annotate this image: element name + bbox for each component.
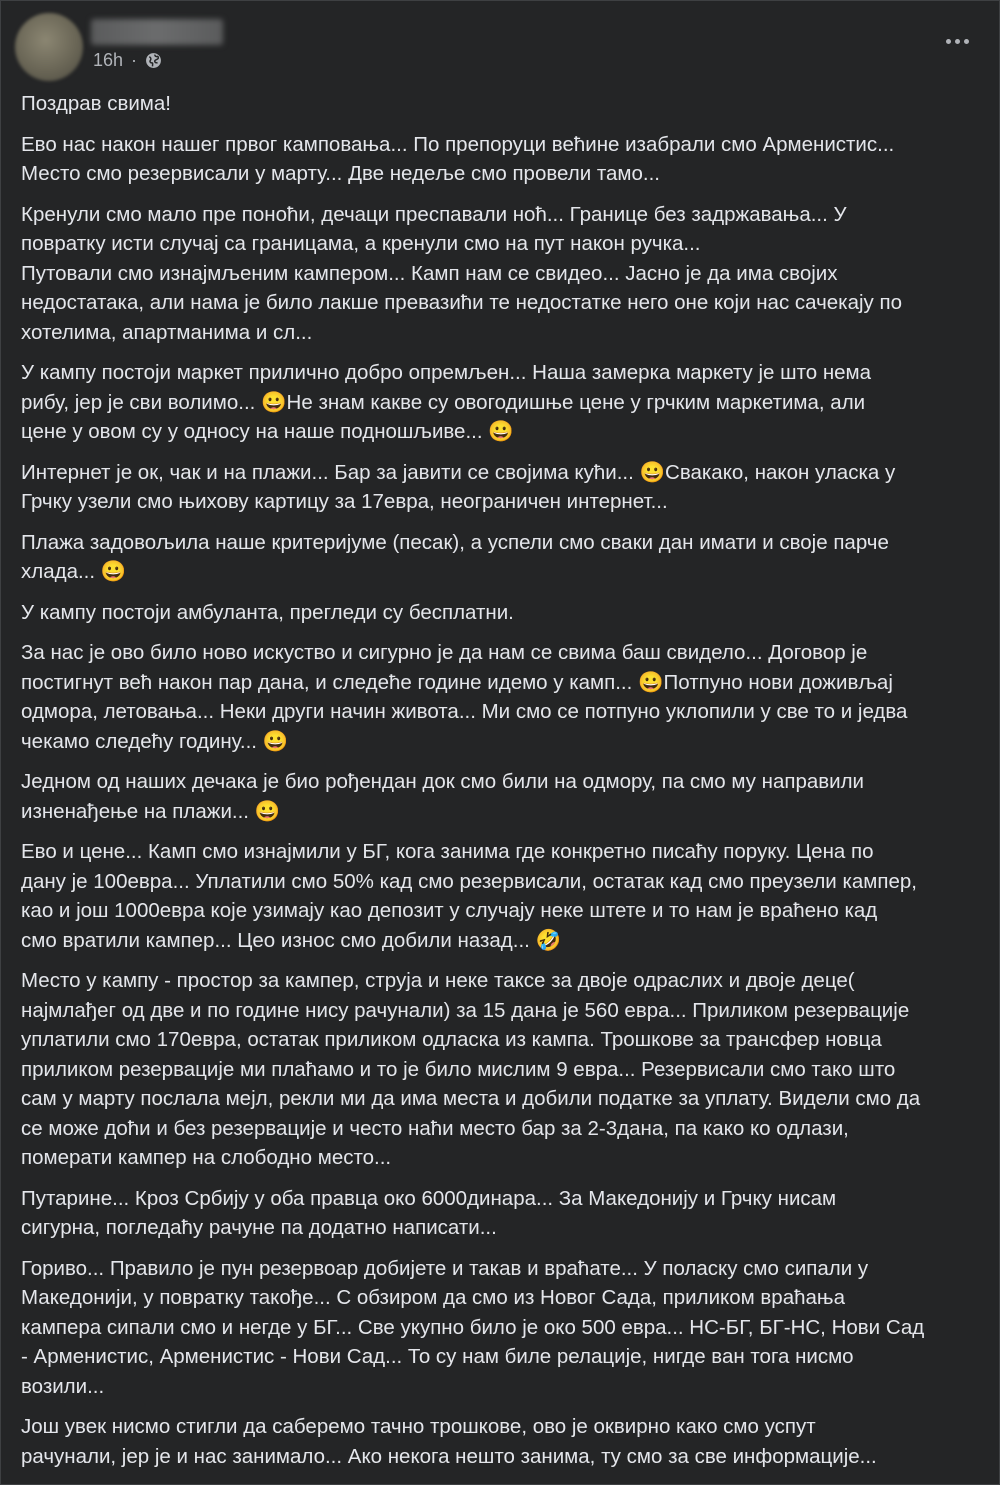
more-horizontal-icon <box>946 39 969 44</box>
post-body <box>21 89 981 1482</box>
post-paragraph: Плажа задовољила наше критеријуме (песак), а успели смо сваки дан имати и своје парче хлада... 😀 <box>21 530 889 583</box>
post-paragraph: Место у кампу - простор за кампер, струја и неке таксе за двоје одраслих и двоје деце( најмлађег од две и по године нису рачунали) за 15 дана је 560 евра... Приликом резервације уплатили смо 170евра, остатак приликом одласка из кампа. Трошкове за трансфер новца приликом резервације ми плаћамо и то је било мислим 9 евра... Резервисали смо тако што сам у марту послала мејл, рекли ми да има места и добили податке за уплату. Видели смо да се може доћи и без резервације и често наћи место бар за 2-3дана, па како ко одлази, померати кампер на слободно место... <box>21 969 921 1169</box>
more-options-button[interactable] <box>937 27 977 55</box>
post-paragraph: Поздрав свима! <box>21 92 171 115</box>
post-paragraph: Ево нас након нашег првог камповања... По препоруци већине изабрали смо Арменистис... Место смо резервисали у марту... Две недеље смо провели тамо... <box>21 132 895 185</box>
post-paragraph: Ево и цене... Камп смо изнајмили у БГ, кога занима где конкретно писаћу поруку. Цена по дану је 100евра... Уплатили смо 50% кад смо резервисали, остатак кад смо преузели кампер, као и још 1000евра које узимају као депозит у случају неке штете и то нам је враћено кад смо вратили кампер... Цео износ смо добили назад... 🤣 <box>21 840 917 952</box>
post-paragraph: Путарине... Кроз Србију у оба правца око 6000динара... За Македонију и Грчку нисам сигурна, погледаћу рачуне па додатно написати... <box>21 1186 837 1239</box>
post-paragraph: Кренули смо мало пре поноћи, дечаци преспавали ноћ... Границе без задржавања... У повратку исти случај са границама, а кренули смо на пут након ручка... Путовали смо изнајмљеним кампером... Камп нам се свидео... Јасно је да има својих недостатака, али нама је било лакше превазићи те недостатке него оне који нас сачекају по хотелима, апартманима и сл... <box>21 202 902 344</box>
avatar[interactable] <box>15 13 83 81</box>
post-paragraph: У кампу постоји амбуланта, прегледи су бесплатни. <box>21 600 514 624</box>
post-meta <box>93 50 162 71</box>
timestamp[interactable]: 16h <box>93 50 124 70</box>
post-header <box>15 13 985 83</box>
post-paragraph: Интернет је ок, чак и на плажи... Бар за јавити се својима кући... 😀Свакако, након уласка у Грчку узели смо њихову картицу за 17евра, неограничен интернет... <box>21 460 896 513</box>
post-paragraph: За нас је ово било ново искуство и сигурно је да нам се свима баш свидело... Договор је постигнут већ након пар дана, и следеће године идемо у камп... 😀Потпуно нови доживљај одмора, летовања... Неки други начин живота... Ми смо се потпуно уклопили у све то и једва чекамо следећу годину... 😀 <box>21 641 908 753</box>
post-paragraph: Једном од наших дечака је био рођендан док смо били на одмору, па смо му направили изненађење на плажи... 😀 <box>21 770 865 823</box>
post-paragraph: Гориво... Правило је пун резервоар добијете и такав и враћате... У поласку смо сипали у Македонији, у повратку такође... С обзиром да смо из Новог Сада, приликом враћања кампера сипали смо и негде у БГ... Све укупно било је око 500 евра... НС-БГ, БГ-НС, Нови Сад - Арменистис, Арменистис - Нови Сад... То су нам биле релације, нигде ван тога нисмо возили... <box>21 1256 925 1398</box>
globe-icon[interactable] <box>145 52 162 69</box>
post-paragraph: Још увек нисмо стигли да саберемо тачно трошкове, ово је оквирно како смо успут рачунали, јер је и нас занимало... Ако некога нешто занима, ту смо за све информације... <box>21 1415 877 1468</box>
author-name-redacted[interactable] <box>91 19 223 45</box>
post-paragraph: У кампу постоји маркет прилично добро опремљен... Наша замерка маркету је што нема рибу, јер је сви волимо... 😀Не знам какве су овогодишње цене у грчким маркетима, али цене у овом су у односу на наше подношљиве... 😀 <box>21 361 872 443</box>
dot-separator: · <box>131 50 138 70</box>
